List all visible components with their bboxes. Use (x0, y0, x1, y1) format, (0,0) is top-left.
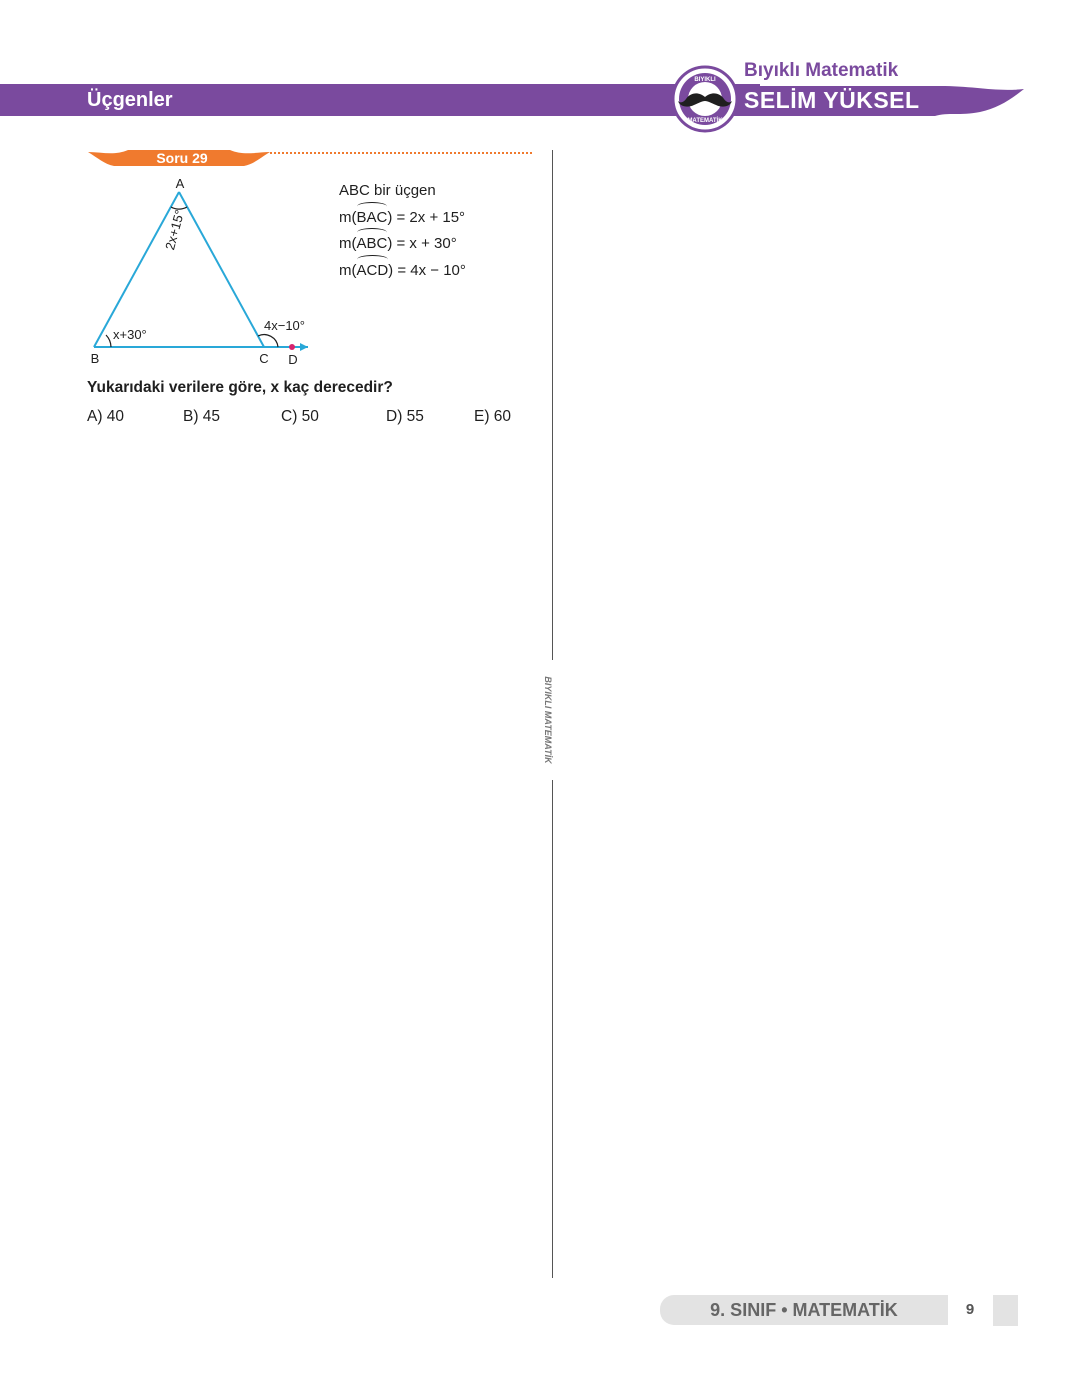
angle-b-label: x+30° (113, 327, 147, 342)
chapter-title: Üçgenler (87, 89, 173, 111)
side-ab (94, 192, 179, 347)
arrow-icon (300, 343, 308, 351)
question-number: Soru 29 (156, 150, 208, 166)
brand-top-text: Bıyıklı Matematik (744, 60, 899, 81)
choice-a[interactable]: A) 40 (87, 408, 125, 425)
side-ac (179, 192, 264, 347)
given-line-4-prefix: m( (339, 261, 357, 279)
vertex-b-label: B (90, 351, 100, 366)
choice-e[interactable]: E) 60 (474, 408, 512, 425)
angle-a-label: 2x+15° (162, 208, 188, 252)
given-line-3-prefix: m( (339, 235, 357, 252)
given-info (339, 178, 466, 284)
point-d-label: D (288, 352, 298, 367)
question-text: Yukarıdaki verilere göre, x kaç derecedir? (87, 379, 393, 396)
given-line-4-suffix: ) = 4x − 10° (388, 261, 466, 279)
brand-graphic (0, 0, 1080, 140)
given-line-1: ABC bir üçgen (339, 182, 436, 199)
angle-abc: ABC (357, 231, 388, 258)
given-line-2-prefix: m( (339, 208, 357, 226)
badge-dotted-line (270, 152, 532, 154)
vertex-c-label: C (259, 351, 269, 366)
page-number: 9 (965, 1301, 975, 1318)
logo-ring-bottom-text: MATEMATİK (687, 118, 723, 124)
logo-ring-top-text: BIYIKLI (694, 77, 716, 83)
choice-b[interactable]: B) 45 (183, 408, 221, 425)
given-line-2-suffix: ) = 2x + 15° (387, 208, 466, 226)
brand-name-text: SELİM YÜKSEL (744, 87, 920, 113)
choice-c[interactable]: C) 50 (281, 408, 319, 425)
sidebar-brand-text: BIYIKLI MATEMATİK (543, 660, 553, 780)
point-d-dot (289, 344, 295, 350)
page-corner-box (993, 1295, 1018, 1326)
given-line-3 (339, 231, 466, 258)
footer-label: 9. SINIF • MATEMATİK (710, 1300, 898, 1320)
angle-c-label: 4x−10° (264, 318, 305, 333)
triangle-figure (80, 170, 330, 375)
angle-arc-b (106, 335, 111, 347)
given-line-2 (339, 205, 466, 232)
angle-acd: ACD (357, 258, 389, 285)
given-line-4 (339, 258, 466, 285)
angle-bac: BAC (357, 205, 388, 232)
given-line-3-suffix: ) = x + 30° (387, 235, 457, 252)
choice-d[interactable]: D) 55 (386, 408, 424, 425)
vertex-a-label: A (175, 176, 185, 191)
